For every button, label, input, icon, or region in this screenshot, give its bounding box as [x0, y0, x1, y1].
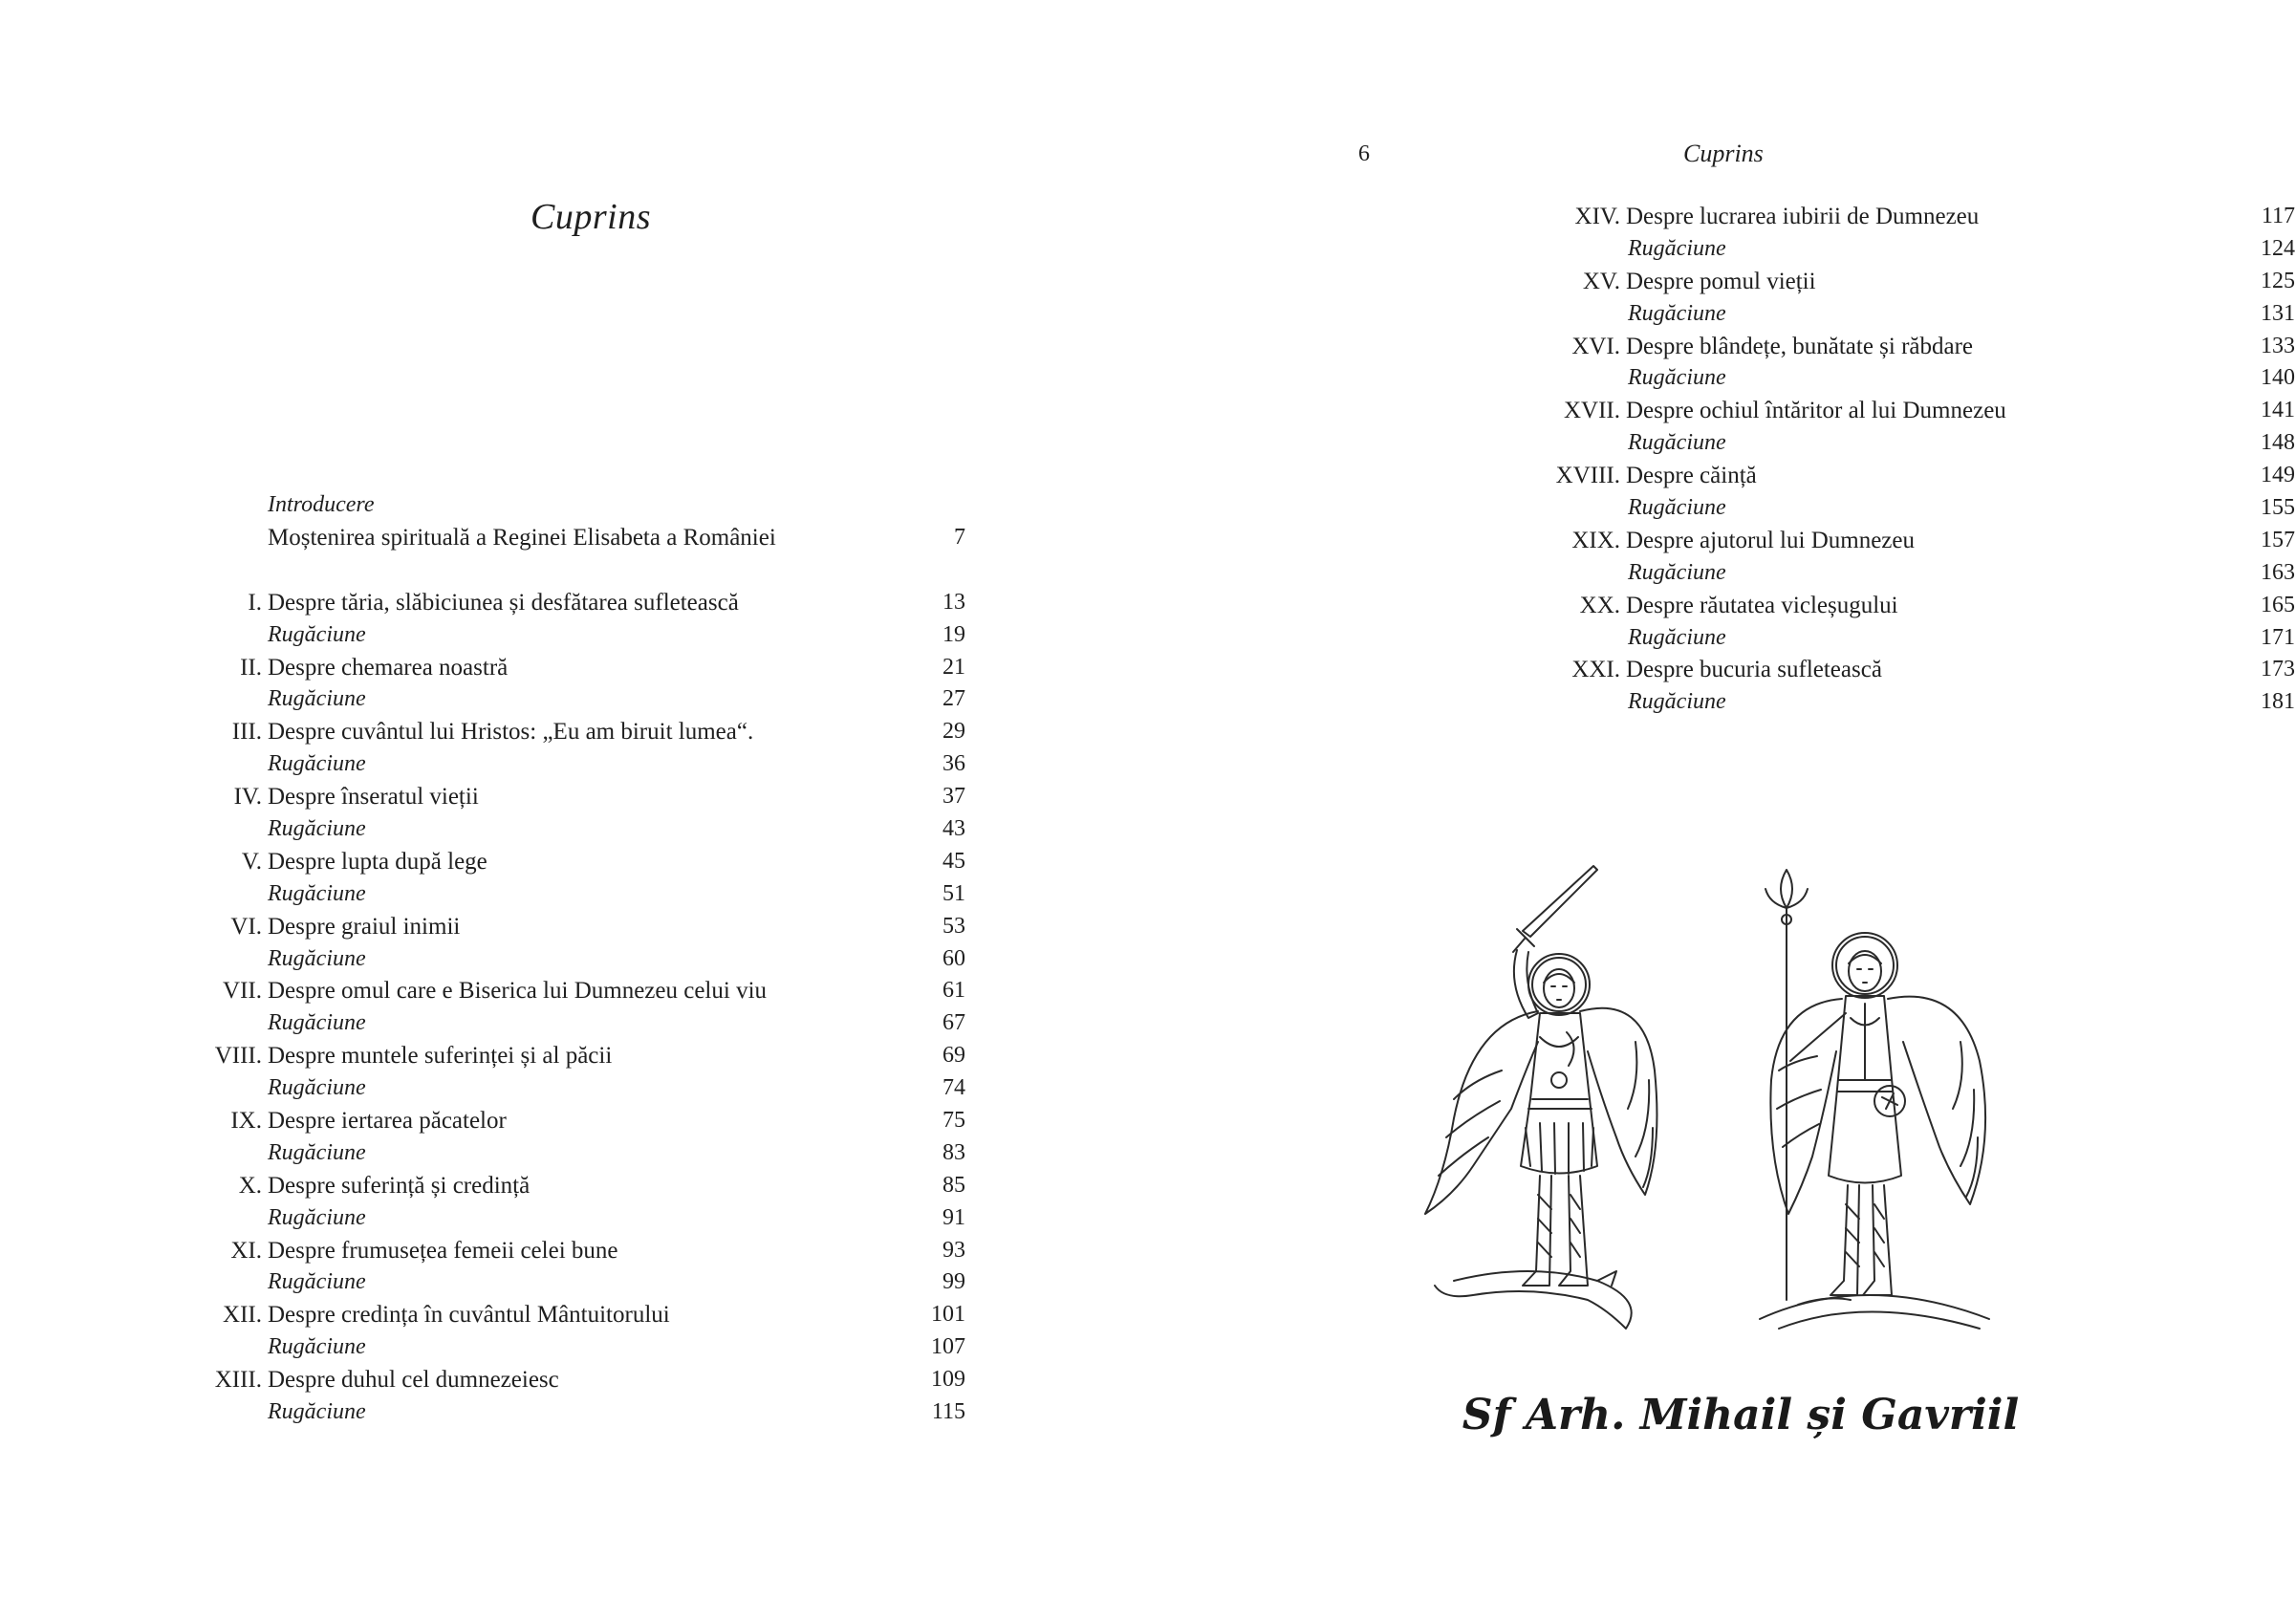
chapter-title: Despre credința în cuvântul Mântuitorului — [268, 1302, 670, 1329]
right-page — [1148, 0, 2296, 1622]
toc-intro-title: Moștenirea spirituală a Reginei Elisabeta a României — [268, 524, 776, 551]
toc-page-number: 157 — [2261, 527, 2295, 552]
chapter-title: Despre lupta după lege — [268, 848, 487, 875]
toc-prayer-row[interactable] — [201, 943, 965, 976]
toc-page-number: 60 — [942, 945, 965, 971]
toc-chapter-row[interactable] — [201, 1235, 965, 1267]
roman-numeral: XVIII. — [1555, 463, 1620, 489]
roman-numeral: XIX. — [1571, 527, 1620, 553]
toc-page-number: 43 — [942, 816, 965, 842]
toc-page-number: 140 — [2261, 365, 2295, 391]
toc-page-number: 27 — [942, 686, 965, 712]
toc-page-number: 125 — [2261, 268, 2295, 293]
prayer-title: Rugăciune — [268, 816, 366, 842]
roman-numeral: XV. — [1582, 268, 1620, 294]
roman-numeral: III. — [231, 719, 262, 746]
chapter-title: Despre muntele suferinței și al păcii — [268, 1043, 613, 1070]
prayer-title: Rugăciune — [268, 1075, 366, 1101]
toc-prayer-row[interactable] — [1349, 492, 2295, 525]
toc-chapter-row[interactable] — [201, 652, 965, 684]
chapter-title: Despre căință — [1626, 463, 1757, 489]
running-title: Cuprins — [1683, 140, 1764, 167]
archangel-gabriel — [1760, 870, 1989, 1329]
toc-prayer-row[interactable] — [201, 813, 965, 846]
toc-prayer-row[interactable] — [201, 1072, 965, 1105]
chapter-title: Despre chemarea noastră — [268, 654, 509, 681]
toc-page-number: 19 — [942, 621, 965, 647]
chapter-title: Despre iertarea păcatelor — [268, 1108, 507, 1135]
chapter-title: Despre răutatea vicleșugului — [1626, 592, 1898, 618]
chapter-title: Despre bucuria sufletească — [1626, 657, 1882, 683]
toc-entries-right — [1349, 201, 2295, 719]
toc-list-left — [201, 489, 965, 1429]
toc-chapter-row[interactable] — [201, 1040, 965, 1072]
roman-numeral: X. — [238, 1172, 262, 1199]
toc-chapter-row[interactable] — [1349, 201, 2295, 233]
toc-prayer-row[interactable] — [1349, 622, 2295, 655]
prayer-title: Rugăciune — [268, 880, 366, 906]
roman-numeral: VII. — [223, 978, 262, 1005]
toc-chapter-row[interactable] — [201, 716, 965, 748]
toc-prayer-row[interactable] — [201, 1396, 965, 1429]
roman-numeral: VI. — [230, 913, 262, 940]
prayer-title: Rugăciune — [1628, 430, 1726, 456]
chapter-title: Despre ajutorul lui Dumnezeu — [1626, 527, 1915, 553]
toc-prayer-row[interactable] — [201, 1266, 965, 1299]
toc-prayer-row[interactable] — [201, 619, 965, 652]
toc-page-number: 99 — [942, 1269, 965, 1295]
chapter-title: Despre frumusețea femeii celei bune — [268, 1237, 618, 1264]
toc-page-number: 21 — [942, 654, 965, 680]
prayer-title: Rugăciune — [1628, 495, 1726, 521]
toc-page-number: 61 — [942, 978, 965, 1004]
toc-chapter-row[interactable] — [1349, 331, 2295, 363]
toc-page-number: 173 — [2261, 657, 2295, 682]
toc-intro-label-row — [201, 489, 965, 522]
toc-chapter-row[interactable] — [1349, 395, 2295, 427]
toc-prayer-row[interactable] — [201, 1137, 965, 1170]
toc-page-number: 85 — [942, 1172, 965, 1198]
prayer-title: Rugăciune — [1628, 235, 1726, 261]
toc-entries-left — [201, 587, 965, 1429]
toc-chapter-row[interactable] — [201, 846, 965, 878]
chapter-title: Despre lucrarea iubirii de Dumnezeu — [1626, 204, 1980, 229]
roman-numeral: XVII. — [1563, 398, 1620, 424]
prayer-title: Rugăciune — [1628, 365, 1726, 391]
prayer-title: Rugăciune — [268, 1334, 366, 1360]
toc-chapter-row[interactable] — [201, 1364, 965, 1396]
toc-prayer-row[interactable] — [1349, 298, 2295, 331]
toc-page-number: 74 — [942, 1075, 965, 1101]
toc-chapter-row[interactable] — [1349, 266, 2295, 298]
roman-numeral: IV. — [233, 784, 262, 811]
toc-page-number: 13 — [942, 589, 965, 615]
prayer-title: Rugăciune — [1628, 624, 1726, 650]
toc-page-number: 91 — [942, 1204, 965, 1230]
roman-numeral: II. — [240, 654, 262, 681]
prayer-title: Rugăciune — [268, 751, 366, 777]
toc-page-number: 107 — [931, 1334, 965, 1360]
prayer-title: Rugăciune — [268, 1139, 366, 1165]
roman-numeral: I. — [248, 589, 262, 616]
chapter-title: Despre suferință și credință — [268, 1172, 531, 1199]
toc-page-number: 51 — [942, 880, 965, 906]
prayer-title: Rugăciune — [1628, 559, 1726, 585]
roman-numeral: XVI. — [1571, 333, 1620, 359]
toc-page-number: 29 — [942, 719, 965, 745]
archangels-drawing-icon — [1416, 851, 2027, 1386]
toc-page-number: 133 — [2261, 333, 2295, 358]
toc-page-number: 93 — [942, 1237, 965, 1263]
archangel-michael — [1425, 866, 1657, 1329]
prayer-title: Rugăciune — [268, 1204, 366, 1230]
toc-page-number: 36 — [942, 751, 965, 777]
chapter-title: Despre duhul cel dumnezeiesc — [268, 1367, 559, 1394]
toc-page-number: 69 — [942, 1043, 965, 1069]
toc-title: Cuprins — [531, 197, 651, 237]
toc-prayer-row[interactable] — [1349, 362, 2295, 395]
toc-page-number: 124 — [2261, 235, 2295, 261]
toc-page-number: 131 — [2261, 300, 2295, 326]
toc-page-number: 181 — [2261, 689, 2295, 715]
toc-chapter-row[interactable] — [1349, 525, 2295, 557]
toc-page-number: 53 — [942, 913, 965, 939]
toc-prayer-row[interactable] — [201, 683, 965, 716]
toc-chapter-row[interactable] — [201, 911, 965, 943]
toc-page-number: 7 — [954, 524, 965, 550]
toc-page-number: 155 — [2261, 495, 2295, 521]
roman-numeral: VIII. — [214, 1043, 262, 1070]
toc-prayer-row[interactable] — [1349, 557, 2295, 590]
toc-chapter-row[interactable] — [201, 1105, 965, 1137]
toc-page-number: 67 — [942, 1010, 965, 1036]
toc-chapter-row[interactable] — [201, 975, 965, 1007]
toc-list-right — [1349, 201, 2295, 719]
toc-page-number: 141 — [2261, 398, 2295, 423]
prayer-title: Rugăciune — [268, 945, 366, 971]
chapter-title: Despre ochiul întăritor al lui Dumnezeu — [1626, 398, 2006, 424]
toc-chapter-row[interactable] — [201, 1170, 965, 1202]
chapter-title: Despre înseratul vieții — [268, 784, 479, 811]
toc-prayer-row[interactable] — [201, 1331, 965, 1364]
roman-numeral: XXI. — [1571, 657, 1620, 683]
roman-numeral: XII. — [223, 1302, 262, 1329]
toc-prayer-row[interactable] — [201, 748, 965, 781]
chapter-title: Despre pomul vieții — [1626, 268, 1816, 294]
toc-page-number: 45 — [942, 848, 965, 874]
toc-intro-row[interactable] — [201, 522, 965, 554]
prayer-title: Rugăciune — [268, 686, 366, 712]
toc-page-number: 117 — [2261, 204, 2295, 228]
toc-prayer-row[interactable] — [201, 878, 965, 911]
chapter-title: Despre cuvântul lui Hristos: „Eu am biruit lumea“. — [268, 719, 754, 746]
toc-page-number: 83 — [942, 1139, 965, 1165]
chapter-title: Despre graiul inimii — [268, 913, 461, 940]
toc-page-number: 149 — [2261, 463, 2295, 488]
toc-prayer-row[interactable] — [1349, 427, 2295, 460]
toc-page-number: 148 — [2261, 430, 2295, 456]
toc-intro-label: Introducere — [268, 492, 375, 517]
prayer-title: Rugăciune — [268, 621, 366, 647]
roman-numeral: XIII. — [214, 1367, 262, 1394]
chapter-title: Despre omul care e Biserica lui Dumnezeu celui viu — [268, 978, 768, 1005]
toc-chapter-row[interactable] — [1349, 654, 2295, 686]
toc-chapter-row[interactable] — [201, 781, 965, 813]
chapter-title: Despre blândețe, bunătate și răbdare — [1626, 333, 1974, 359]
chapter-title: Despre tăria, slăbiciunea și desfătarea sufletească — [268, 589, 739, 616]
prayer-title: Rugăciune — [268, 1269, 366, 1295]
toc-page-number: 75 — [942, 1108, 965, 1134]
toc-page-number: 37 — [942, 784, 965, 810]
roman-numeral: XX. — [1579, 592, 1620, 618]
illustration-caption — [1462, 1376, 2020, 1453]
roman-numeral: IX. — [230, 1108, 262, 1135]
toc-page-number: 163 — [2261, 559, 2295, 585]
toc-prayer-row[interactable] — [201, 1007, 965, 1040]
toc-page-number: 109 — [931, 1367, 965, 1393]
toc-chapter-row[interactable] — [1349, 590, 2295, 622]
prayer-title: Rugăciune — [268, 1399, 366, 1425]
toc-chapter-row[interactable] — [201, 1299, 965, 1331]
roman-numeral: XIV. — [1574, 204, 1620, 229]
prayer-title: Rugăciune — [1628, 689, 1726, 715]
toc-prayer-row[interactable] — [1349, 233, 2295, 266]
caption-text: Sf Arh. Mihail și Gavriil — [1462, 1391, 2020, 1439]
toc-chapter-row[interactable] — [1349, 460, 2295, 492]
prayer-title: Rugăciune — [1628, 300, 1726, 326]
toc-prayer-row[interactable] — [201, 1202, 965, 1235]
toc-prayer-row[interactable] — [1349, 686, 2295, 719]
roman-numeral: XI. — [230, 1237, 262, 1264]
toc-spacer — [201, 554, 965, 587]
toc-page-number: 165 — [2261, 592, 2295, 617]
toc-page-number: 115 — [931, 1399, 965, 1425]
page-number: 6 — [1358, 141, 1370, 166]
toc-page-number: 101 — [931, 1302, 965, 1328]
toc-page-number: 171 — [2261, 624, 2295, 650]
toc-chapter-row[interactable] — [201, 587, 965, 619]
prayer-title: Rugăciune — [268, 1010, 366, 1036]
roman-numeral: V. — [241, 848, 262, 875]
